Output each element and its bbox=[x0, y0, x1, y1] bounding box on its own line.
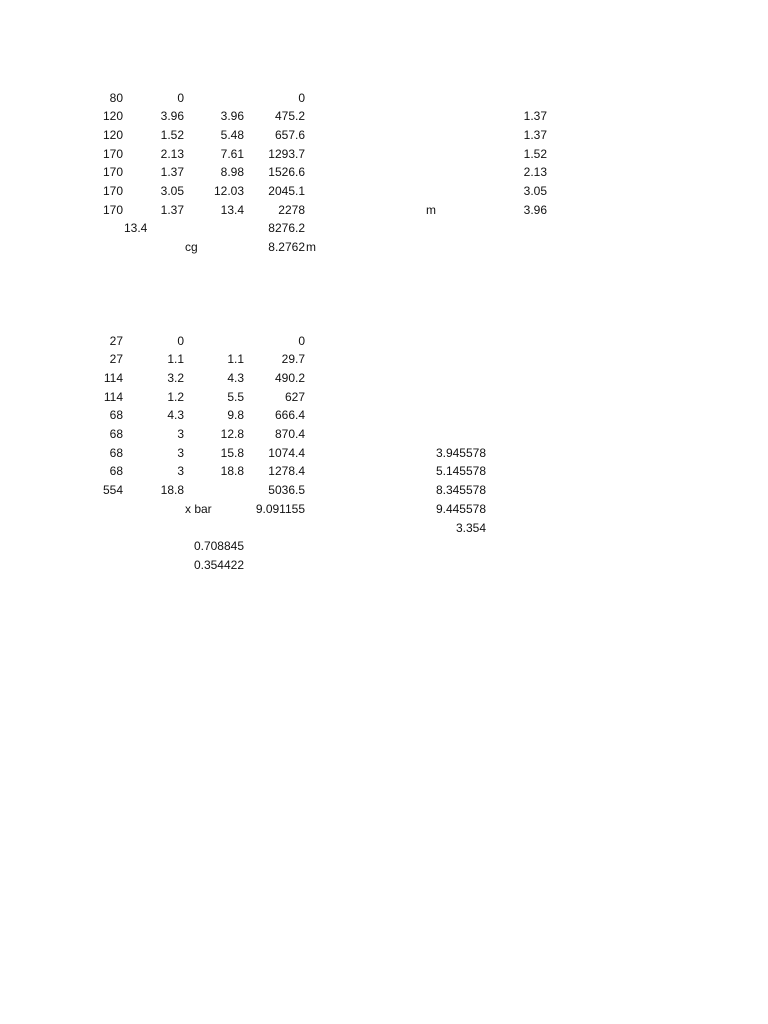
table-cell[interactable]: 15.8 bbox=[220, 445, 244, 460]
table-cell[interactable]: 3 bbox=[177, 464, 184, 479]
result-cell[interactable]: 0.354422 bbox=[193, 557, 244, 572]
table-cell[interactable]: 68 bbox=[109, 464, 123, 479]
table-cell[interactable]: 1.52 bbox=[160, 127, 184, 142]
table-cell[interactable]: 3 bbox=[177, 427, 184, 441]
table-cell[interactable]: 27 bbox=[109, 352, 123, 367]
table-cell[interactable]: 18.8 bbox=[160, 483, 184, 498]
table-cell[interactable]: 4.3 bbox=[227, 370, 244, 385]
table-cell[interactable]: 3 bbox=[177, 445, 184, 460]
cg-value[interactable]: 8.2762 bbox=[268, 240, 305, 255]
table-cell[interactable]: 2045.1 bbox=[268, 184, 305, 198]
table-cell[interactable]: 120 bbox=[102, 127, 123, 142]
cg-label[interactable]: cg bbox=[185, 240, 198, 255]
table-cell[interactable]: 9.8 bbox=[227, 408, 244, 423]
result-cell[interactable]: 0.708845 bbox=[193, 539, 244, 554]
table-cell[interactable]: 13.4 bbox=[220, 202, 244, 217]
table-cell[interactable]: 490.2 bbox=[274, 370, 305, 385]
table-cell[interactable]: 0 bbox=[298, 90, 305, 105]
table-cell[interactable]: 1.37 bbox=[523, 127, 547, 142]
table-cell[interactable]: 1.37 bbox=[523, 109, 547, 124]
xbar-label[interactable]: x bar bbox=[185, 501, 212, 516]
table-cell[interactable]: 0 bbox=[177, 90, 184, 105]
table-cell[interactable]: 12.03 bbox=[213, 184, 244, 198]
table-cell[interactable]: 475.2 bbox=[274, 109, 305, 124]
table-cell[interactable]: 0 bbox=[177, 333, 184, 348]
table-cell[interactable]: 3.354 bbox=[455, 520, 486, 535]
table-cell[interactable]: 657.6 bbox=[274, 127, 305, 142]
table-cell[interactable]: 554 bbox=[102, 483, 123, 498]
sum-cell[interactable]: 13.4 bbox=[124, 221, 148, 236]
table-cell[interactable]: 80 bbox=[109, 90, 123, 105]
unit-label[interactable]: m bbox=[306, 240, 316, 255]
table-cell[interactable]: 170 bbox=[102, 202, 123, 217]
table-cell[interactable]: 2.13 bbox=[523, 165, 547, 180]
table-cell[interactable]: 8.98 bbox=[220, 165, 244, 180]
table-cell[interactable]: 114 bbox=[103, 370, 123, 385]
table-cell[interactable]: 3.96 bbox=[523, 202, 547, 217]
table-cell[interactable]: 870.4 bbox=[274, 427, 305, 441]
table-cell[interactable]: 1.37 bbox=[160, 202, 184, 217]
table-cell[interactable]: 1526.6 bbox=[268, 165, 305, 180]
table-cell[interactable]: 3.05 bbox=[160, 184, 184, 198]
table-cell[interactable]: 1293.7 bbox=[268, 146, 305, 161]
table-cell[interactable]: 3.96 bbox=[160, 109, 184, 124]
table-cell[interactable]: 1.52 bbox=[523, 146, 547, 161]
table-cell[interactable]: 0 bbox=[298, 333, 305, 348]
table-cell[interactable]: 18.8 bbox=[220, 464, 244, 479]
table-cell[interactable]: 1074.4 bbox=[268, 445, 305, 460]
table-cell[interactable]: 12.8 bbox=[220, 427, 244, 441]
table-cell[interactable]: 170 bbox=[102, 146, 123, 161]
table-cell[interactable]: 3.05 bbox=[523, 184, 547, 198]
unit-label[interactable]: m bbox=[426, 202, 436, 217]
table-cell[interactable]: 68 bbox=[109, 427, 123, 441]
table-cell[interactable]: 2.13 bbox=[160, 146, 184, 161]
table-cell[interactable]: 170 bbox=[102, 165, 123, 180]
xbar-value[interactable]: 9.091155 bbox=[255, 501, 305, 516]
table-cell[interactable]: 1.2 bbox=[167, 389, 184, 404]
table-cell[interactable]: 8.345578 bbox=[435, 483, 486, 498]
table-cell[interactable]: 1.1 bbox=[227, 352, 244, 367]
table-cell[interactable]: 5.145578 bbox=[435, 464, 486, 479]
table-cell[interactable]: 1.37 bbox=[160, 165, 184, 180]
table-cell[interactable]: 627 bbox=[284, 389, 305, 404]
table-cell[interactable]: 170 bbox=[102, 184, 123, 198]
table-cell[interactable]: 120 bbox=[102, 109, 123, 124]
table-cell[interactable]: 1.1 bbox=[167, 352, 184, 367]
table-cell[interactable]: 2278 bbox=[278, 202, 305, 217]
table-cell[interactable]: 7.61 bbox=[220, 146, 244, 161]
table-cell[interactable]: 3.2 bbox=[167, 370, 184, 385]
table-cell[interactable]: 5036.5 bbox=[268, 483, 305, 498]
table-cell[interactable]: 27 bbox=[109, 333, 123, 348]
table-cell[interactable]: 68 bbox=[109, 408, 123, 423]
table-cell[interactable]: 5.48 bbox=[220, 127, 244, 142]
sum-cell[interactable]: 8276.2 bbox=[268, 221, 305, 236]
table-cell[interactable]: 29.7 bbox=[281, 352, 305, 367]
table-cell[interactable]: 1278.4 bbox=[268, 464, 305, 479]
table-cell[interactable]: 666.4 bbox=[274, 408, 305, 423]
table-cell[interactable]: 3.96 bbox=[220, 109, 244, 124]
table-cell[interactable]: 9.445578 bbox=[435, 501, 486, 516]
table-cell[interactable]: 3.945578 bbox=[435, 445, 486, 460]
table-cell[interactable]: 4.3 bbox=[167, 408, 184, 423]
table-cell[interactable]: 114 bbox=[103, 389, 123, 404]
table-cell[interactable]: 68 bbox=[109, 445, 123, 460]
table-cell[interactable]: 5.5 bbox=[227, 389, 244, 404]
